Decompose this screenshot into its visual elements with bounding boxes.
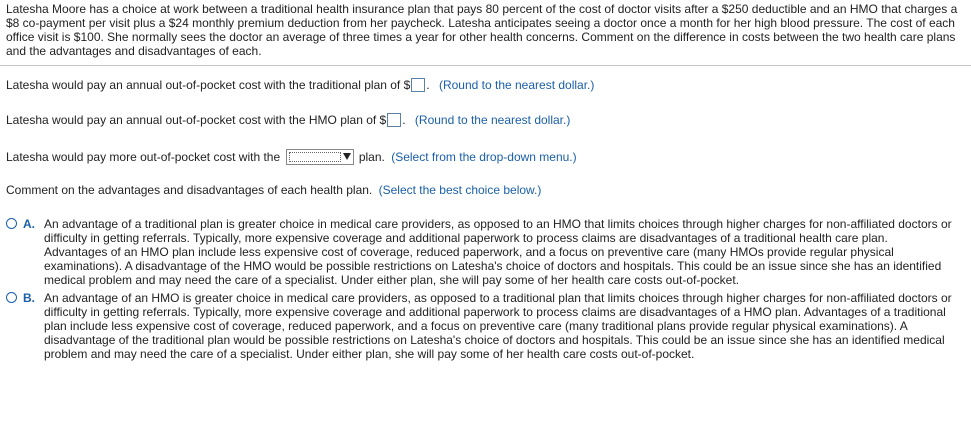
radio-button-b[interactable] bbox=[6, 292, 17, 303]
choice-letter: B. bbox=[23, 291, 35, 305]
hint-text: (Select the best choice below.) bbox=[378, 183, 542, 197]
choice-text: An advantage of a traditional plan is greater choice in medical care providers, as opposed to an HMO that limits choices through higher charges for non-affiliated doctors or difficulty in getting referrals. Typically, more expensive coverage and additional paperwork to process claims are disadvantages of a traditional health care plan. Advantages of an HMO plan include less expensive cost of coverage, reduced paperwork, and a focus on preventive care (many HMOs provide regular physical examinations). A disadvantage of the HMO would be possible restrictions on Latesha's choice of doctors and hospitals. This could be an issue since she has an identified medical problem and may need the care of a specialist. Under either plan, she will pay some of her health care costs out-of-pocket. bbox=[44, 217, 952, 287]
problem-statement: Latesha Moore has a choice at work between a traditional health insurance plan that pays 80 percent of the cost of doctor visits after a $250 deductible and an HMO that charges a $8 co-payment per visit plus a $24 monthly premium deduction from her paycheck. Latesha anticipates seeing a doctor once a month for her high blood pressure. The cost of each office visit is $100. She normally sees the doctor an average of three times a year for other health concerns. Comment on the difference in costs between the two health care plans and the advantages and disadvantages of each. bbox=[0, 0, 971, 66]
hmo-cost-input[interactable] bbox=[387, 113, 401, 127]
radio-button-a[interactable] bbox=[6, 218, 17, 229]
choice-text: An advantage of an HMO is greater choice in medical care providers, as opposed to a traditional plan that limits choices through higher charges for non-affiliated doctors or difficulty in getting referrals. Typically, more expensive coverage and additional paperwork to process claims are disadvantages of a HMO plan. Advantages of a traditional plan include less expensive cost of coverage, reduced paperwork, and a focus on preventive care (many traditional plans provide regular physical examinations). A disadvantage of the traditional plan would be possible restrictions on Latesha's choice of doctors and hospitals. This could be an issue since she has an identified medical problem and may need the care of a specialist. Under either plan, she will pay some of her health care costs out-of-pocket. bbox=[44, 291, 952, 361]
hint-text: (Select from the drop-down menu.) bbox=[391, 150, 577, 164]
question-comment bbox=[0, 183, 971, 197]
hint-text: (Round to the nearest dollar.) bbox=[414, 113, 571, 127]
question-text: Comment on the advantages and disadvantages of each health plan. bbox=[6, 183, 373, 197]
question-hmo-cost: Latesha would pay an annual out-of-pocket cost with the HMO plan of $ . (Round to the nearest dollar.) bbox=[6, 113, 571, 127]
chevron-down-icon bbox=[343, 153, 351, 160]
choice-letter: A. bbox=[23, 217, 35, 231]
hint-text: (Round to the nearest dollar.) bbox=[438, 78, 595, 92]
question-traditional-cost: Latesha would pay an annual out-of-pocket cost with the traditional plan of $ . (Round to the nearest dollar.) bbox=[6, 78, 595, 92]
question-text: Latesha would pay an annual out-of-pocket cost with the traditional plan of $ bbox=[6, 78, 411, 92]
question-text: Latesha would pay more out-of-pocket cost with the bbox=[6, 150, 281, 164]
question-text: Latesha would pay an annual out-of-pocket cost with the HMO plan of $ bbox=[6, 113, 387, 127]
question-more-cost: Latesha would pay more out-of-pocket cost with the plan. (Select from the drop-down menu.) bbox=[6, 150, 577, 164]
plan-select-dropdown[interactable] bbox=[286, 149, 354, 165]
choice-option-a[interactable] bbox=[0, 217, 971, 287]
choice-option-b[interactable] bbox=[0, 291, 971, 361]
traditional-cost-input[interactable] bbox=[411, 78, 425, 92]
